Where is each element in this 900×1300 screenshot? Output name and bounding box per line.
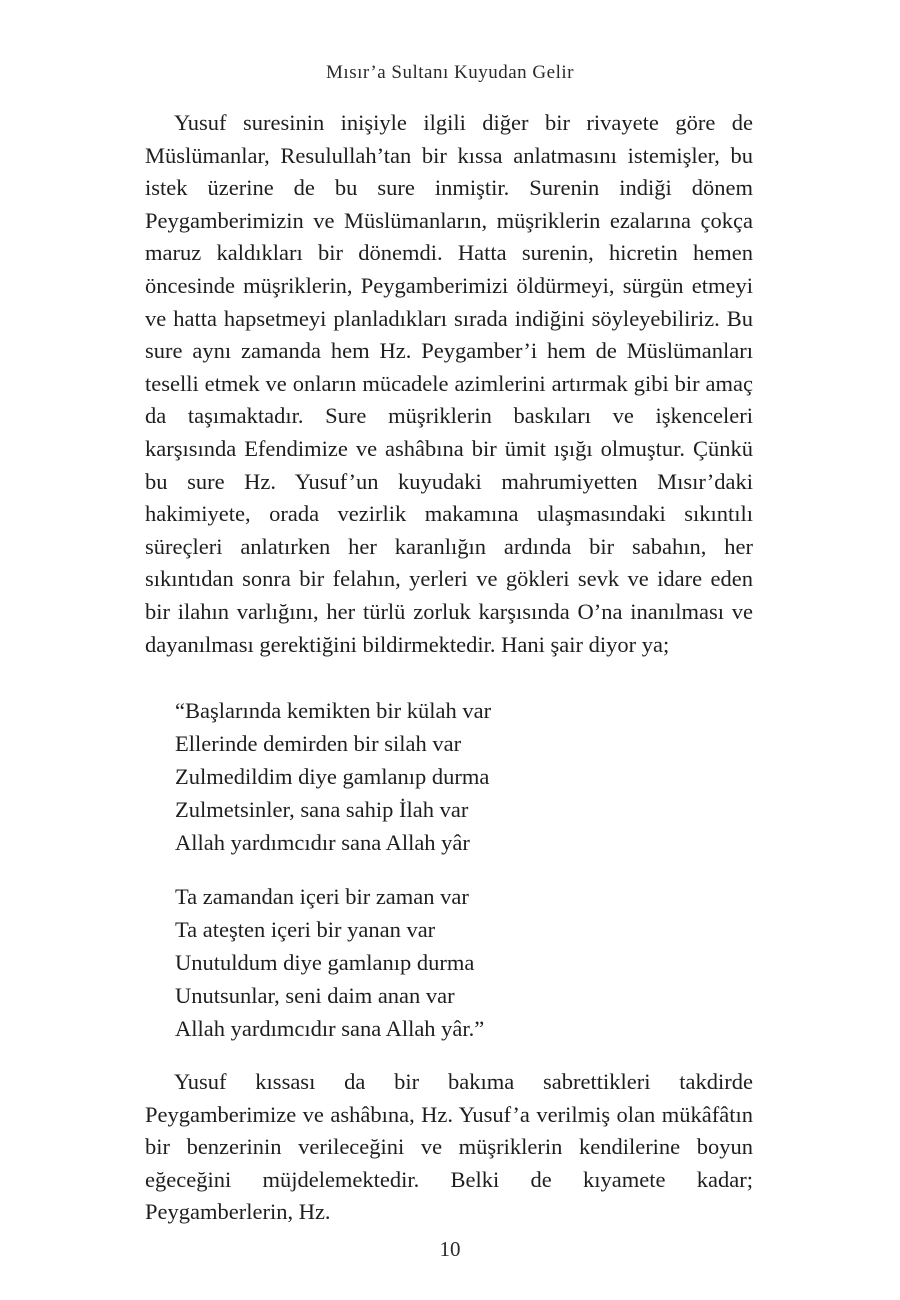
- paragraph-text: Yusuf suresinin inişiyle ilgili diğer bir rivayete göre de Müslümanlar, Resulullah’tan bir kıssa anlatmasını istemişler, bu istek üzerine de bu sure inmiştir. Surenin indiği dönem Peygamberimizin ve Müslümanların, müşriklerin ezalarına çokça maruz kaldıkları bir dönemdi. Hatta surenin, hicretin hemen öncesinde müşriklerin, Peygamberimizi öldürmeyi, sürgün etmeyi ve hatta hapsetmeyi planladıkları sırada indiğini söyleyebiliriz. Bu sure aynı zamanda hem Hz. Peygamber’i hem de Müslümanları teselli etmek ve onların mücadele azimlerini artırmak gibi bir amaç da taşımaktadır. Sure müşriklerin baskıları ve işkenceleri karşısında Efendimize ve ashâbına bir ümit ışığı olmuştur. Çünkü bu sure Hz. Yusuf’un kuyudaki mahrumiyetten Mısır’daki hakimiyete, orada vezirlik makamına ulaşmasındaki sıkıntılı süreçleri anlatırken her karanlığın ardında bir sabahın, her sıkıntıdan sonra bir felahın, yerleri ve gökleri sevk ve idare eden bir ilahın varlığını, her türlü zorluk karşısında O’na inanılması ve dayanılması gerektiğini bildirmektedir. Hani şair diyor ya;: [145, 110, 753, 657]
- poem-line: Allah yardımcıdır sana Allah yâr.”: [175, 1016, 485, 1042]
- poem-line: “Başlarında kemikten bir külah var: [175, 698, 492, 723]
- poem-line: Unutsunlar, seni daim anan var: [175, 983, 455, 1009]
- poem-line: Ta zamandan içeri bir zaman var: [175, 884, 469, 909]
- poem-line: Ellerinde demirden bir silah var: [175, 731, 462, 757]
- page-number: 10: [439, 1237, 461, 1261]
- poem-line: Ta ateşten içeri bir yanan var: [175, 917, 436, 943]
- body-paragraph-1: [145, 107, 753, 661]
- poem-stanza-1: [175, 694, 491, 859]
- body-paragraph-2: [145, 1066, 753, 1229]
- paragraph-text: Yusuf kıssası da bir bakıma sabrettikleri takdirde Peygamberimize ve ashâbına, Hz. Yusuf’a verilmiş olan mükâfâtın bir benzerinin verileceğini ve müşriklerin kendilerine boyun eğeceğini müjdelemektedir. Belki de kıyamete kadar; Peygamberlerin, Hz.: [145, 1069, 753, 1225]
- running-header: Mısır’a Sultanı Kuyudan Gelir: [326, 62, 574, 83]
- poem-line: Unutuldum diye gamlanıp durma: [175, 950, 475, 976]
- poem-line: Zulmedildim diye gamlanıp durma: [175, 764, 490, 790]
- poem-line: Allah yardımcıdır sana Allah yâr: [175, 830, 470, 856]
- poem-stanza-2: [175, 880, 484, 1045]
- poem-line: Zulmetsinler, sana sahip İlah var: [175, 797, 469, 823]
